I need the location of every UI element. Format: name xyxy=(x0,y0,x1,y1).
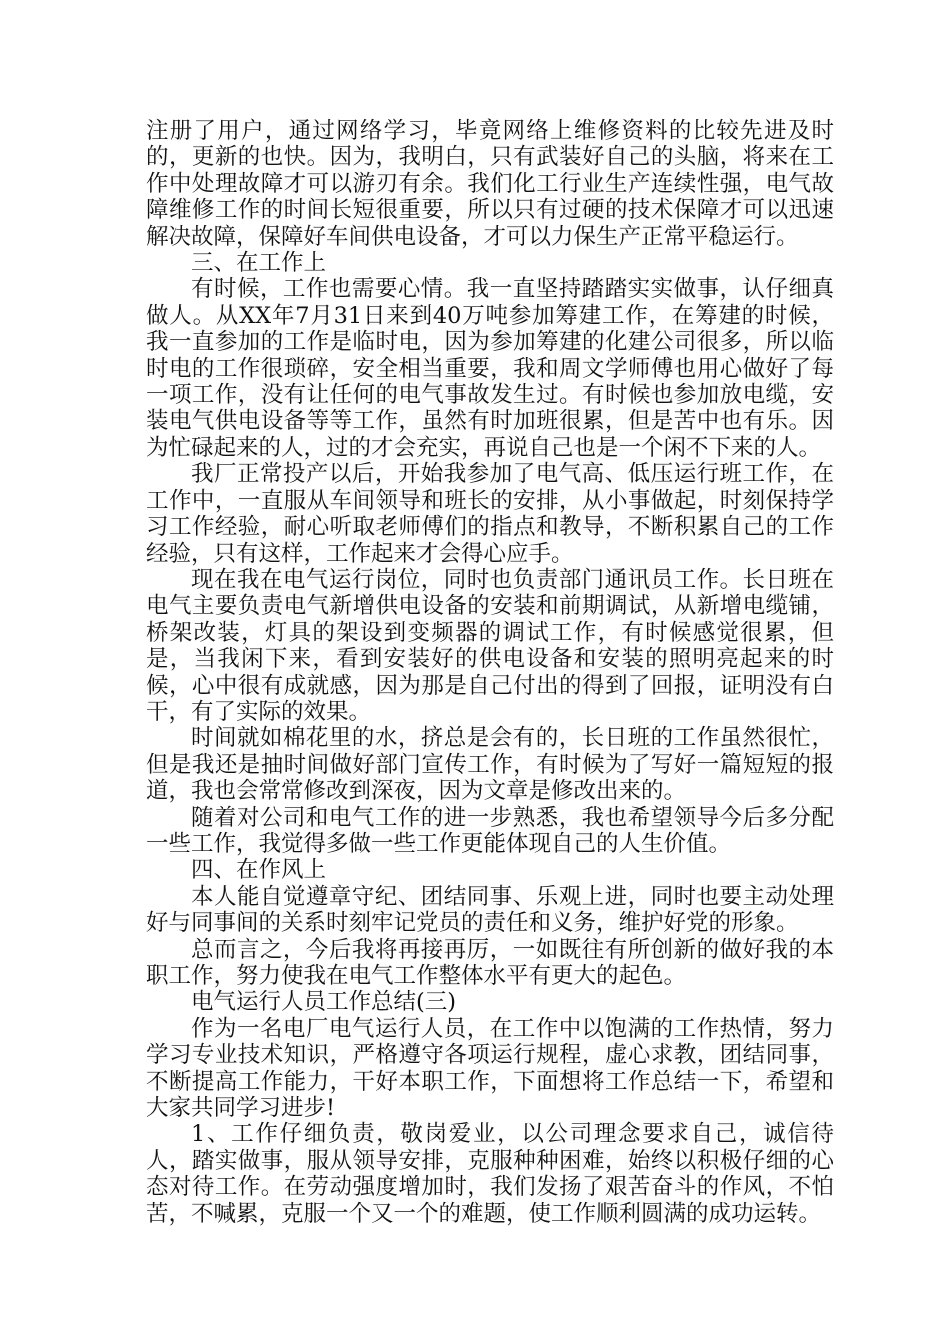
paragraph: 1、工作仔细负责，敬岗爱业，以公司理念要求自己，诚信待人，踏实做事，服从领导安排，克服种种困难，始终以积极仔细的心态对待工作。在劳动强度增加时，我们发扬了艰苦奋斗的作风，不怕苦，不喊累，克服一个又一个的难题，使工作顺利圆满的成功运转。 xyxy=(146,1121,834,1227)
section-heading-style: 四、在作风上 xyxy=(191,857,327,884)
paragraph: 时间就如棉花里的水，挤总是会有的，长日班的工作虽然很忙，但是我还是抽时间做好部门宣传工作，有时候为了写好一篇短短的报道，我也会常常修改到深夜，因为文章是修改出来的。 xyxy=(146,725,834,805)
paragraph: 注册了用户，通过网络学习，毕竟网络上维修资料的比较先进及时的，更新的也快。因为，我明白，只有武装好自己的头脑，将来在工作中处理故障才可以游刃有余。我们化工行业生产连续性强，电气故障维修工作的时间长短很重要，所以只有过硬的技术保障才可以迅速解决故障，保障好车间供电设备，才可以力保生产正常平稳运行。 xyxy=(146,118,834,250)
paragraph: 现在我在电气运行岗位，同时也负责部门通讯员工作。长日班在电气主要负责电气新增供电设备的安装和前期调试，从新增电缆铺，桥架改装，灯具的架设到变频器的调试工作，有时候感觉很累，但是，当我闲下来，看到安装好的供电设备和安装的照明亮起来的时候，心中很有成就感，因为那是自己付出的得到了回报，证明没有白干，有了实际的效果。 xyxy=(146,566,834,725)
paragraph: 本人能自觉遵章守纪、团结同事、乐观上进，同时也要主动处理好与同事间的关系时刻牢记党员的责任和义务，维护好党的形象。 xyxy=(146,883,834,937)
paragraph: 有时候，工作也需要心情。我一直坚持踏踏实实做事，认仔细真做人。从XX年7月31日来到40万吨参加筹建工作，在筹建的时候，我一直参加的工作是临时电，因为参加筹建的化建公司很多，所以临时电的工作很琐碎，安全相当重要，我和周文学师傅也用心做好了每一项工作，没有让任何的电气事故发生过。有时候也参加放电缆，安装电气供电设备等等工作，虽然有时加班很累，但是苦中也有乐。因为忙碌起来的人，过的才会充实，再说自己也是一个闲不下来的人。 xyxy=(146,276,834,461)
paragraph: 我厂正常投产以后，开始我参加了电气高、低压运行班工作，在工作中，一直服从车间领导和班长的安排，从小事做起，时刻保持学习工作经验，耐心听取老师傅们的指点和教导，不断积累自己的工作经验，只有这样，工作起来才会得心应手。 xyxy=(146,461,834,567)
paragraph: 随着对公司和电气工作的进一步熟悉，我也希望领导今后多分配一些工作，我觉得多做一些工作更能体现自己的人生价值。 xyxy=(146,804,834,857)
paragraph: 总而言之，今后我将再接再厉，一如既往有所创新的做好我的本职工作，努力使我在电气工作整体水平有更大的起色。 xyxy=(146,936,834,989)
document-body xyxy=(146,118,834,1227)
section-heading-work: 三、在工作上 xyxy=(191,250,327,277)
paragraph: 作为一名电厂电气运行人员，在工作中以饱满的工作热情，努力学习专业技术知识，严格遵守各项运行规程，虚心求教，团结同事，不断提高工作能力，干好本职工作，下面想将工作总结一下，希望和大家共同学习进步! xyxy=(146,1015,834,1122)
document-subtitle: 电气运行人员工作总结(三) xyxy=(191,989,457,1016)
